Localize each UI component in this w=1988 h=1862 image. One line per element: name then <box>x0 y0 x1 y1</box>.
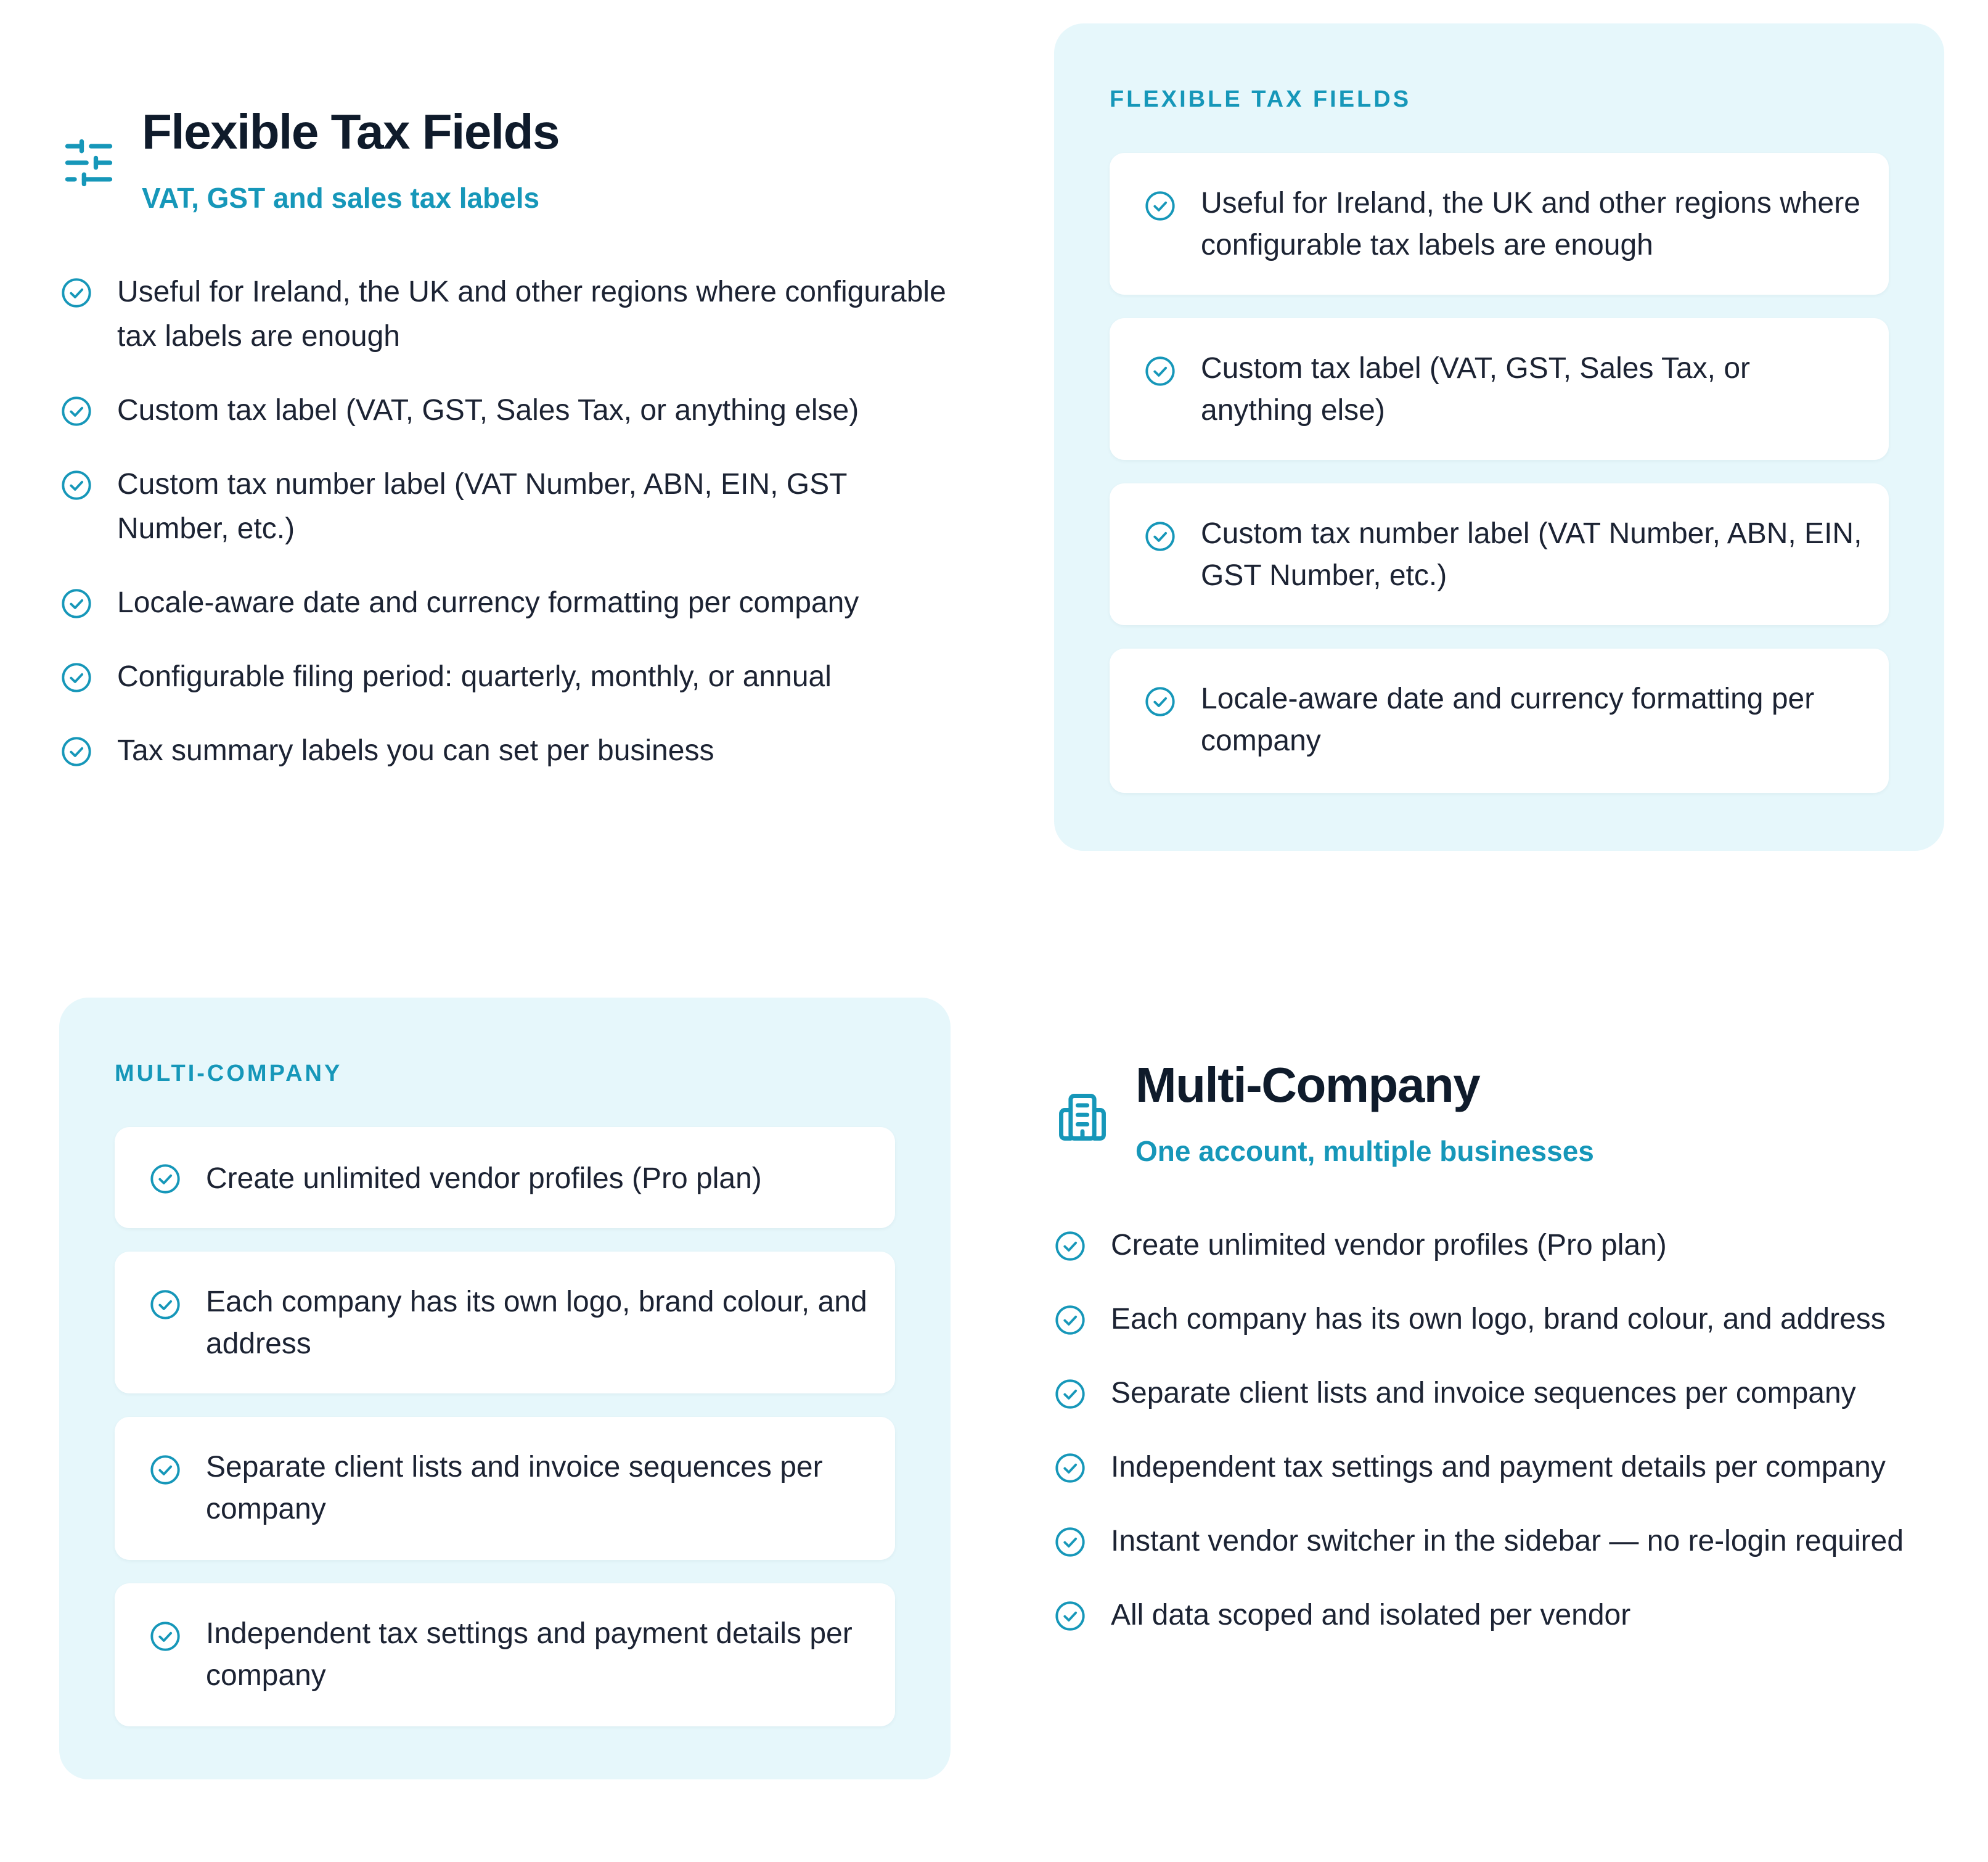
check-circle-icon <box>1054 1600 1086 1632</box>
list-item-text: Useful for Ireland, the UK and other regions where configurable tax labels are enough <box>117 276 946 353</box>
list-item-text: Tax summary labels you can set per business <box>117 734 714 767</box>
list-item-text: Create unlimited vendor profiles (Pro plan) <box>1111 1229 1667 1261</box>
company-feature-list <box>1054 1223 1966 1667</box>
sliders-icon <box>60 134 117 191</box>
card-text: Independent tax settings and payment details per company <box>206 1617 853 1692</box>
check-circle-icon <box>60 277 92 309</box>
list-item <box>60 270 948 359</box>
list-item <box>60 729 948 773</box>
check-circle-icon <box>60 395 92 427</box>
list-item-text: Independent tax settings and payment details per company <box>1111 1451 1886 1483</box>
list-item <box>60 581 948 625</box>
card-text: Custom tax label (VAT, GST, Sales Tax, or anything else) <box>1201 352 1750 427</box>
list-item-text: Custom tax label (VAT, GST, Sales Tax, or anything else) <box>117 394 859 427</box>
feature-card <box>1110 318 1889 460</box>
check-circle-icon <box>1054 1304 1086 1336</box>
panel-label: FLEXIBLE TAX FIELDS <box>1110 86 1412 112</box>
feature-card <box>115 1583 895 1726</box>
tax-panel <box>1054 23 1944 851</box>
feature-card <box>1110 649 1889 793</box>
check-circle-icon <box>149 1163 181 1195</box>
list-item-text: All data scoped and isolated per vendor <box>1111 1599 1631 1631</box>
list-item-text: Each company has its own logo, brand colour, and address <box>1111 1303 1886 1335</box>
list-item-text: Custom tax number label (VAT Number, ABN, EIN, GST Number, etc.) <box>117 468 847 545</box>
feature-card <box>1110 483 1889 625</box>
feature-card <box>115 1127 895 1228</box>
feature-card <box>115 1417 895 1560</box>
company-feature-header <box>1054 1058 1960 1218</box>
check-circle-icon <box>1054 1378 1086 1410</box>
tax-feature-title: Flexible Tax Fields <box>142 104 559 159</box>
check-circle-icon <box>149 1620 181 1652</box>
list-item <box>1054 1519 1966 1564</box>
card-text: Create unlimited vendor profiles (Pro plan) <box>206 1162 762 1195</box>
list-item <box>60 388 948 433</box>
feature-card <box>1110 153 1889 295</box>
list-item-text: Separate client lists and invoice sequences per company <box>1111 1377 1856 1409</box>
check-circle-icon <box>1054 1526 1086 1558</box>
tax-feature-subtitle: VAT, GST and sales tax labels <box>142 182 540 214</box>
company-feature <box>1054 1057 1960 1631</box>
list-item <box>1054 1371 1966 1416</box>
card-text: Separate client lists and invoice sequences per company <box>206 1451 823 1525</box>
list-item <box>60 462 948 551</box>
tax-feature-header <box>60 105 948 265</box>
check-circle-icon <box>1144 355 1176 387</box>
feature-card <box>115 1252 895 1393</box>
list-item-text: Configurable filing period: quarterly, monthly, or annual <box>117 660 832 693</box>
building-icon <box>1054 1089 1111 1146</box>
check-circle-icon <box>60 662 92 694</box>
list-item <box>1054 1445 1966 1490</box>
check-circle-icon <box>1054 1452 1086 1484</box>
list-item <box>1054 1223 1966 1268</box>
list-item-text: Locale-aware date and currency formatting per company <box>117 586 859 619</box>
tax-feature-list <box>60 270 948 803</box>
check-circle-icon <box>60 469 92 501</box>
card-text: Each company has its own logo, brand colour, and address <box>206 1286 867 1360</box>
list-item <box>60 655 948 699</box>
list-item <box>1054 1593 1966 1638</box>
list-item <box>1054 1297 1966 1342</box>
check-circle-icon <box>1144 190 1176 222</box>
company-panel <box>59 998 951 1779</box>
tax-feature <box>60 104 948 767</box>
check-circle-icon <box>60 588 92 620</box>
company-feature-subtitle: One account, multiple businesses <box>1135 1135 1594 1167</box>
check-circle-icon <box>1144 520 1176 552</box>
check-circle-icon <box>149 1454 181 1486</box>
card-text: Useful for Ireland, the UK and other regions where configurable tax labels are enough <box>1201 187 1860 261</box>
check-circle-icon <box>1144 686 1176 718</box>
panel-label: MULTI-COMPANY <box>115 1060 343 1086</box>
list-item-text: Instant vendor switcher in the sidebar — no re-login required <box>1111 1525 1904 1557</box>
check-circle-icon <box>60 736 92 768</box>
card-text: Custom tax number label (VAT Number, ABN, EIN, GST Number, etc.) <box>1201 517 1862 592</box>
card-text: Locale-aware date and currency formatting per company <box>1201 683 1815 757</box>
check-circle-icon <box>1054 1230 1086 1262</box>
company-feature-title: Multi-Company <box>1135 1057 1480 1112</box>
check-circle-icon <box>149 1289 181 1321</box>
